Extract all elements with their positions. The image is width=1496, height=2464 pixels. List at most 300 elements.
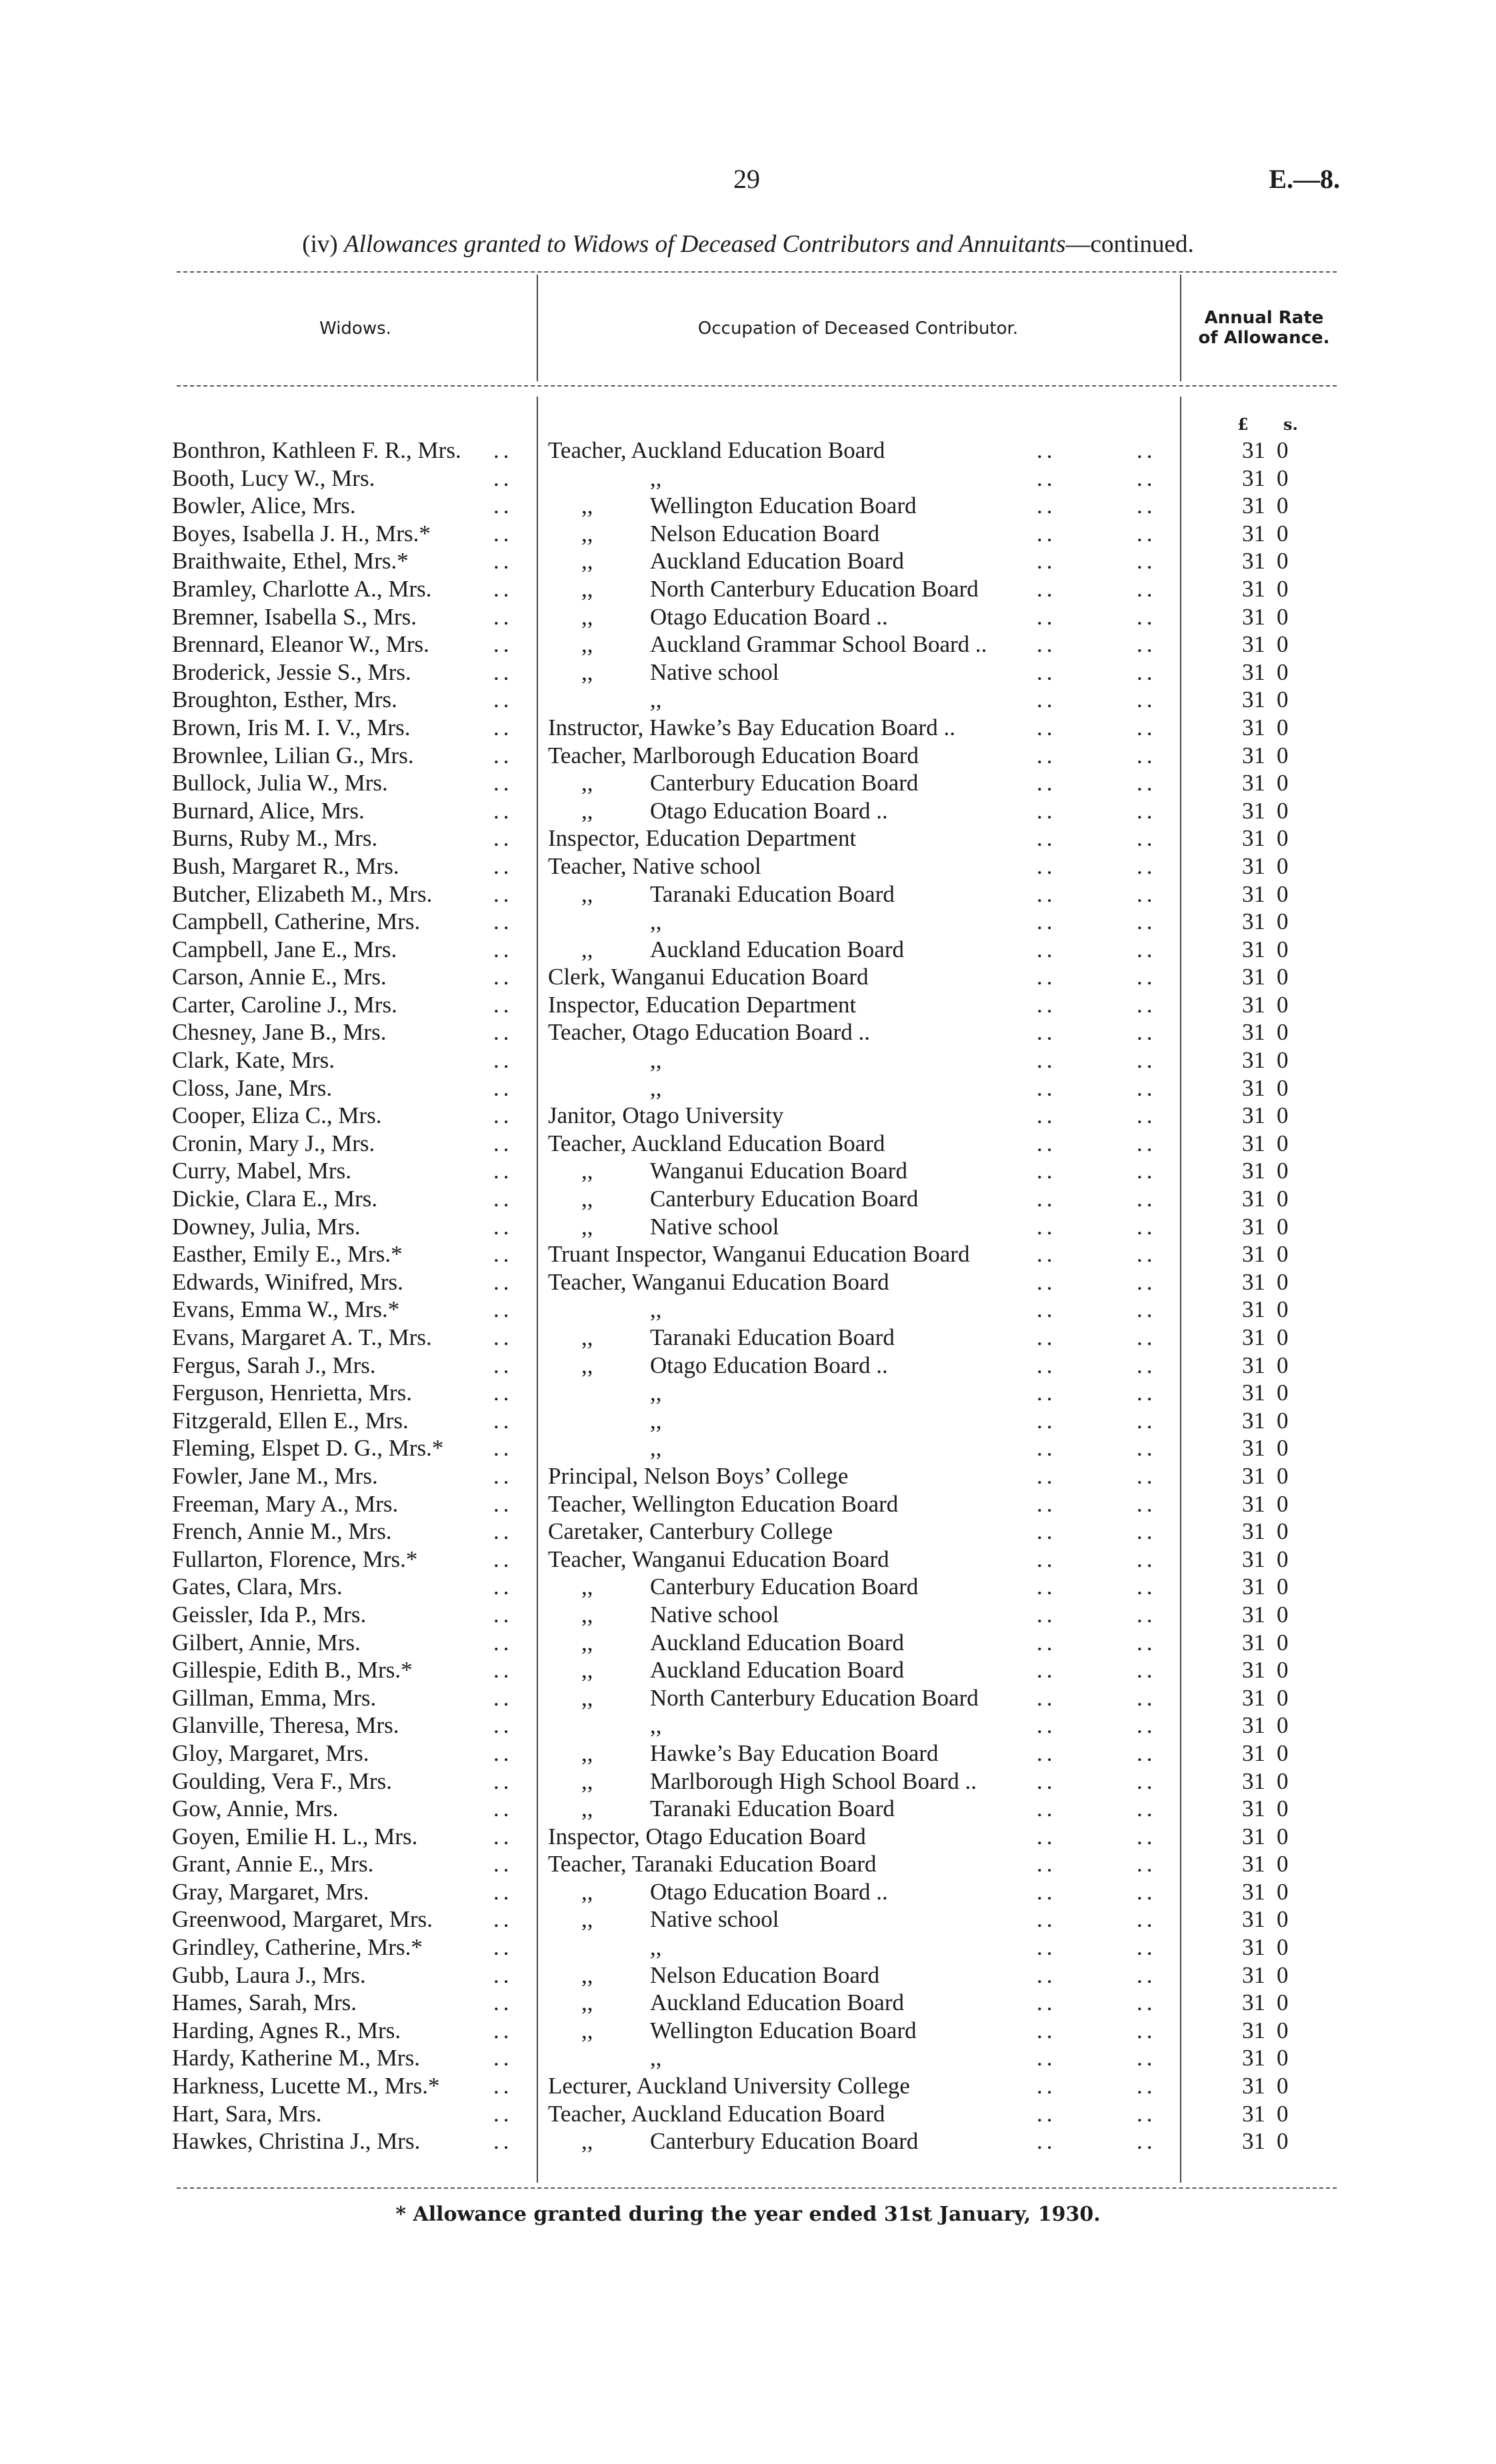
rate-shillings: 0 (1277, 2045, 1289, 2071)
name-leader: .. (493, 603, 513, 630)
occupation: Wellington Education Board (650, 2017, 917, 2043)
table-row (0, 1074, 1496, 1102)
widow-name: Cooper, Eliza C., Mrs. (172, 1102, 382, 1129)
occupation-leader: .. (1137, 1352, 1157, 1378)
occupation-leader: .. (1137, 1989, 1157, 2016)
rate-shillings: 0 (1277, 520, 1289, 547)
name-leader: .. (493, 658, 513, 685)
widow-name: Gilbert, Annie, Mrs. (172, 1629, 361, 1656)
rate-pounds: 31 (1242, 1019, 1265, 1046)
rate-pounds: 31 (1242, 493, 1265, 519)
name-leader: .. (493, 1324, 513, 1350)
occupation: North Canterbury Education Board (650, 575, 979, 602)
occupation: Teacher, Otago Education Board .. (548, 1019, 871, 1046)
ditto-mark: ,, (581, 1740, 593, 1766)
rate-pounds: 31 (1242, 1435, 1265, 1462)
column-header-rate-line1: Annual Rate (1204, 308, 1324, 328)
occupation-leader: .. (1137, 742, 1157, 768)
occupation-leader: .. (1037, 1989, 1057, 2016)
ditto-mark: ,, (581, 1629, 593, 1656)
occupation: Truant Inspector, Wanganui Education Board (548, 1241, 970, 1268)
rate-pounds: 31 (1242, 1574, 1265, 1600)
widow-name: Butcher, Elizabeth M., Mrs. (172, 880, 433, 907)
occupation: ,, (650, 465, 662, 491)
name-leader: .. (493, 1074, 513, 1101)
occupation: ,, (650, 908, 662, 935)
unit-pounds: £ (1237, 415, 1249, 434)
occupation-leader: .. (1037, 1268, 1057, 1295)
widow-name: Campbell, Catherine, Mrs. (172, 908, 421, 935)
table-row (0, 1185, 1496, 1213)
column-divider (537, 275, 538, 381)
table-row (0, 936, 1496, 964)
table-row (0, 1102, 1496, 1130)
widow-name: Goyen, Emilie H. L., Mrs. (172, 1823, 418, 1849)
occupation: Hawke’s Bay Education Board (650, 1740, 939, 1766)
occupation-leader: .. (1137, 1380, 1157, 1406)
name-leader: .. (493, 1684, 513, 1711)
occupation-leader: .. (1137, 575, 1157, 602)
occupation-leader: .. (1137, 964, 1157, 990)
rate-pounds: 31 (1242, 825, 1265, 852)
table-row (0, 1018, 1496, 1046)
occupation-leader: .. (1037, 880, 1057, 907)
name-leader: .. (493, 548, 513, 575)
occupation-leader: .. (1037, 1574, 1057, 1600)
widow-name: Fleming, Elspet D. G., Mrs.* (172, 1435, 444, 1462)
name-leader: .. (493, 465, 513, 491)
occupation: Inspector, Education Department (548, 991, 857, 1018)
occupation-leader: .. (1137, 603, 1157, 630)
widow-name: Harkness, Lucette M., Mrs.* (172, 2073, 440, 2099)
occupation-leader: .. (1037, 2017, 1057, 2043)
name-leader: .. (493, 908, 513, 935)
rate-pounds: 31 (1242, 1047, 1265, 1074)
table-row (0, 630, 1496, 658)
occupation-leader: .. (1037, 2128, 1057, 2155)
occupation: Native school (650, 1906, 779, 1933)
table-row (0, 575, 1496, 603)
caption-title: Allowances granted to Widows of Deceased Contributors and Annuitants (343, 231, 1066, 258)
rate-pounds: 31 (1242, 1712, 1265, 1739)
occupation-leader: .. (1137, 493, 1157, 519)
occupation: North Canterbury Education Board (650, 1684, 979, 1711)
rate-shillings: 0 (1277, 825, 1289, 852)
name-leader: .. (493, 1518, 513, 1545)
ditto-mark: ,, (581, 1574, 593, 1600)
table-row (0, 1878, 1496, 1906)
rate-pounds: 31 (1242, 1546, 1265, 1572)
table-row (0, 686, 1496, 714)
table-row (0, 1850, 1496, 1878)
occupation: Teacher, Auckland Education Board (548, 1130, 885, 1156)
name-leader: .. (493, 880, 513, 907)
occupation: Canterbury Education Board (650, 2128, 919, 2155)
rate-pounds: 31 (1242, 1490, 1265, 1517)
occupation-leader: .. (1137, 1241, 1157, 1268)
table-row (0, 547, 1496, 575)
occupation: ,, (650, 2045, 662, 2071)
ditto-mark: ,, (581, 1878, 593, 1905)
occupation-leader: .. (1137, 2045, 1157, 2071)
table-row (0, 714, 1496, 742)
occupation: Teacher, Wanganui Education Board (548, 1268, 889, 1295)
occupation-leader: .. (1137, 1712, 1157, 1739)
rate-shillings: 0 (1277, 1213, 1289, 1240)
occupation: Auckland Education Board (650, 1629, 905, 1656)
page-number: 29 (733, 164, 760, 194)
occupation: Otago Education Board .. (650, 1352, 888, 1378)
table-row (0, 1130, 1496, 1158)
occupation-leader: .. (1137, 1102, 1157, 1129)
rate-pounds: 31 (1242, 2017, 1265, 2043)
name-leader: .. (493, 631, 513, 658)
occupation-leader: .. (1137, 1768, 1157, 1794)
rate-pounds: 31 (1242, 658, 1265, 685)
table-row (0, 1296, 1496, 1324)
occupation: ,, (650, 1074, 662, 1101)
rate-pounds: 31 (1242, 880, 1265, 907)
ditto-mark: ,, (581, 1684, 593, 1711)
widow-name: Bush, Margaret R., Mrs. (172, 852, 399, 879)
occupation-leader: .. (1137, 1629, 1157, 1656)
occupation-leader: .. (1137, 465, 1157, 491)
rate-pounds: 31 (1242, 1462, 1265, 1489)
occupation: Lecturer, Auckland University College (548, 2073, 910, 2099)
widow-name: Grant, Annie E., Mrs. (172, 1851, 374, 1877)
rate-pounds: 31 (1242, 1158, 1265, 1184)
occupation: Native school (650, 1601, 779, 1628)
ditto-mark: ,, (581, 1768, 593, 1794)
table-row (0, 2127, 1496, 2155)
rate-shillings: 0 (1277, 1324, 1289, 1350)
widow-name: Gray, Margaret, Mrs. (172, 1878, 369, 1905)
header-top-rule (177, 271, 1337, 273)
occupation-leader: .. (1137, 1851, 1157, 1877)
name-leader: .. (493, 1961, 513, 1988)
rate-shillings: 0 (1277, 658, 1289, 685)
occupation-leader: .. (1137, 1546, 1157, 1572)
widow-name: Fitzgerald, Ellen E., Mrs. (172, 1407, 409, 1434)
occupation-leader: .. (1137, 1796, 1157, 1822)
occupation: Principal, Nelson Boys’ College (548, 1462, 849, 1489)
rate-pounds: 31 (1242, 908, 1265, 935)
ditto-mark: ,, (581, 1601, 593, 1628)
name-leader: .. (493, 852, 513, 879)
rate-shillings: 0 (1277, 1796, 1289, 1822)
occupation: Canterbury Education Board (650, 770, 919, 796)
rate-pounds: 31 (1242, 1241, 1265, 1268)
rate-shillings: 0 (1277, 936, 1289, 962)
occupation: Nelson Education Board (650, 1961, 880, 1988)
widow-name: Dickie, Clara E., Mrs. (172, 1186, 378, 1212)
table-row (0, 1352, 1496, 1380)
name-leader: .. (493, 1435, 513, 1462)
name-leader: .. (493, 1186, 513, 1212)
widow-name: Broderick, Jessie S., Mrs. (172, 658, 411, 685)
rate-pounds: 31 (1242, 2100, 1265, 2127)
occupation-leader: .. (1137, 437, 1157, 463)
caption-prefix: (iv) (302, 231, 338, 258)
occupation-leader: .. (1037, 1934, 1057, 1961)
occupation-leader: .. (1037, 1906, 1057, 1933)
ditto-mark: ,, (581, 770, 593, 796)
ditto-mark: ,, (581, 575, 593, 602)
occupation-leader: .. (1137, 1740, 1157, 1766)
rate-pounds: 31 (1242, 686, 1265, 713)
rate-pounds: 31 (1242, 964, 1265, 990)
table-row (0, 1240, 1496, 1268)
widow-name: Chesney, Jane B., Mrs. (172, 1019, 387, 1046)
occupation-leader: .. (1137, 1574, 1157, 1600)
name-leader: .. (493, 1906, 513, 1933)
name-leader: .. (493, 1796, 513, 1822)
table-row (0, 908, 1496, 936)
table-row (0, 1933, 1496, 1961)
table-row (0, 1740, 1496, 1768)
rate-pounds: 31 (1242, 2045, 1265, 2071)
occupation-leader: .. (1137, 2017, 1157, 2043)
widow-name: Hames, Sarah, Mrs. (172, 1989, 357, 2016)
table-row (0, 1795, 1496, 1823)
table-row (0, 991, 1496, 1019)
name-leader: .. (493, 575, 513, 602)
occupation-leader: .. (1137, 1268, 1157, 1295)
table-row (0, 658, 1496, 686)
caption-suffix: —continued. (1065, 231, 1194, 258)
widow-name: Broughton, Esther, Mrs. (172, 686, 397, 713)
rate-pounds: 31 (1242, 2128, 1265, 2155)
occupation: ,, (650, 1047, 662, 1074)
occupation: ,, (650, 1296, 662, 1323)
name-leader: .. (493, 991, 513, 1018)
table-row (0, 1157, 1496, 1185)
occupation-leader: .. (1137, 880, 1157, 907)
table-row (0, 880, 1496, 908)
occupation-leader: .. (1037, 658, 1057, 685)
occupation-leader: .. (1137, 1823, 1157, 1849)
name-leader: .. (493, 2045, 513, 2071)
table-row (0, 1601, 1496, 1629)
occupation: ,, (650, 686, 662, 713)
rate-pounds: 31 (1242, 1213, 1265, 1240)
widow-name: Booth, Lucy W., Mrs. (172, 465, 375, 491)
name-leader: .. (493, 1019, 513, 1046)
rate-pounds: 31 (1242, 1102, 1265, 1129)
occupation-leader: .. (1037, 1768, 1057, 1794)
table-row (0, 2100, 1496, 2128)
widow-name: Grindley, Catherine, Mrs.* (172, 1934, 423, 1961)
table-row (0, 769, 1496, 797)
ditto-mark: ,, (581, 880, 593, 907)
rate-pounds: 31 (1242, 1130, 1265, 1156)
occupation-leader: .. (1037, 1851, 1057, 1877)
table-row (0, 1213, 1496, 1241)
ditto-mark: ,, (581, 797, 593, 824)
occupation-leader: .. (1137, 1130, 1157, 1156)
occupation-leader: .. (1037, 603, 1057, 630)
table-row (0, 1989, 1496, 2017)
name-leader: .. (493, 1574, 513, 1600)
occupation-leader: .. (1037, 2100, 1057, 2127)
rate-shillings: 0 (1277, 1768, 1289, 1794)
rate-shillings: 0 (1277, 2017, 1289, 2043)
widow-name: Easther, Emily E., Mrs.* (172, 1241, 403, 1268)
table-row (0, 963, 1496, 991)
widow-name: Brown, Iris M. I. V., Mrs. (172, 714, 411, 740)
rate-shillings: 0 (1277, 1629, 1289, 1656)
rate-shillings: 0 (1277, 1961, 1289, 1988)
ditto-mark: ,, (581, 1158, 593, 1184)
rate-pounds: 31 (1242, 1186, 1265, 1212)
occupation-leader: .. (1137, 1684, 1157, 1711)
rate-shillings: 0 (1277, 1934, 1289, 1961)
rate-pounds: 31 (1242, 1906, 1265, 1933)
widow-name: Fullarton, Florence, Mrs.* (172, 1546, 418, 1572)
rate-shillings: 0 (1277, 1740, 1289, 1766)
rate-shillings: 0 (1277, 770, 1289, 796)
rate-pounds: 31 (1242, 465, 1265, 491)
table-row (0, 1546, 1496, 1574)
widow-name: Burns, Ruby M., Mrs. (172, 825, 378, 852)
occupation-leader: .. (1037, 770, 1057, 796)
table-row (0, 797, 1496, 825)
table-row (0, 465, 1496, 493)
widow-name: Gubb, Laura J., Mrs. (172, 1961, 366, 1988)
rate-pounds: 31 (1242, 1851, 1265, 1877)
occupation: Auckland Education Board (650, 1657, 905, 1684)
table-row (0, 2072, 1496, 2100)
widow-name: Clark, Kate, Mrs. (172, 1047, 335, 1074)
rate-pounds: 31 (1242, 1796, 1265, 1822)
rate-shillings: 0 (1277, 1878, 1289, 1905)
name-leader: .. (493, 2100, 513, 2127)
occupation-leader: .. (1037, 465, 1057, 491)
occupation-leader: .. (1037, 964, 1057, 990)
table-row (0, 1656, 1496, 1684)
table-row (0, 1462, 1496, 1490)
table-row (0, 1712, 1496, 1740)
occupation-leader: .. (1037, 1241, 1057, 1268)
occupation-leader: .. (1037, 2045, 1057, 2071)
rate-shillings: 0 (1277, 1684, 1289, 1711)
table-row (0, 742, 1496, 770)
occupation: Instructor, Hawke’s Bay Education Board .. (548, 714, 955, 740)
table-row (0, 492, 1496, 520)
rate-shillings: 0 (1277, 686, 1289, 713)
name-leader: .. (493, 1352, 513, 1378)
occupation-leader: .. (1037, 520, 1057, 547)
occupation-leader: .. (1037, 1462, 1057, 1489)
rate-shillings: 0 (1277, 437, 1289, 463)
ditto-mark: ,, (581, 1352, 593, 1378)
name-leader: .. (493, 1130, 513, 1156)
occupation-leader: .. (1037, 1074, 1057, 1101)
occupation-leader: .. (1137, 631, 1157, 658)
occupation-leader: .. (1137, 852, 1157, 879)
occupation: Otago Education Board .. (650, 603, 888, 630)
ditto-mark: ,, (581, 631, 593, 658)
widow-name: Brennard, Eleanor W., Mrs. (172, 631, 429, 658)
occupation-leader: .. (1137, 1601, 1157, 1628)
name-leader: .. (493, 1878, 513, 1905)
rate-shillings: 0 (1277, 548, 1289, 575)
occupation: Wellington Education Board (650, 493, 917, 519)
column-header-rate-line2: of Allowance. (1198, 328, 1330, 348)
occupation: Canterbury Education Board (650, 1574, 919, 1600)
occupation-leader: .. (1137, 1324, 1157, 1350)
name-leader: .. (493, 1268, 513, 1295)
rate-shillings: 0 (1277, 2073, 1289, 2099)
occupation: Native school (650, 1213, 779, 1240)
occupation-leader: .. (1037, 1657, 1057, 1684)
widow-name: Gow, Annie, Mrs. (172, 1796, 339, 1822)
table-row (0, 1407, 1496, 1435)
rate-pounds: 31 (1242, 437, 1265, 463)
table-caption (80, 230, 1416, 259)
table-row (0, 1434, 1496, 1462)
rate-shillings: 0 (1277, 742, 1289, 768)
occupation-leader: .. (1037, 742, 1057, 768)
occupation-leader: .. (1137, 797, 1157, 824)
rate-shillings: 0 (1277, 1296, 1289, 1323)
occupation-leader: .. (1137, 825, 1157, 852)
occupation: Caretaker, Canterbury College (548, 1518, 833, 1545)
ditto-mark: ,, (581, 2128, 593, 2155)
occupation-leader: .. (1137, 686, 1157, 713)
rate-pounds: 31 (1242, 936, 1265, 962)
table-row (0, 824, 1496, 852)
widow-name: French, Annie M., Mrs. (172, 1518, 392, 1545)
ditto-mark: ,, (581, 1796, 593, 1822)
occupation: Teacher, Wellington Education Board (548, 1490, 899, 1517)
rate-shillings: 0 (1277, 465, 1289, 491)
rate-pounds: 31 (1242, 1629, 1265, 1656)
rate-shillings: 0 (1277, 1712, 1289, 1739)
rate-shillings: 0 (1277, 1241, 1289, 1268)
table-row (0, 1046, 1496, 1074)
rate-shillings: 0 (1277, 1657, 1289, 1684)
occupation-leader: .. (1037, 1213, 1057, 1240)
ditto-mark: ,, (581, 1989, 593, 2016)
widow-name: Closs, Jane, Mrs. (172, 1074, 333, 1101)
widow-name: Hardy, Katherine M., Mrs. (172, 2045, 420, 2071)
rate-shillings: 0 (1277, 1823, 1289, 1849)
name-leader: .. (493, 1296, 513, 1323)
ditto-mark: ,, (581, 1324, 593, 1350)
occupation-leader: .. (1137, 1019, 1157, 1046)
occupation-leader: .. (1137, 2073, 1157, 2099)
name-leader: .. (493, 1712, 513, 1739)
rate-shillings: 0 (1277, 1462, 1289, 1489)
occupation-leader: .. (1037, 1961, 1057, 1988)
widow-name: Harding, Agnes R., Mrs. (172, 2017, 401, 2043)
occupation-leader: .. (1037, 908, 1057, 935)
occupation-leader: .. (1037, 1823, 1057, 1849)
occupation: Nelson Education Board (650, 520, 880, 547)
rate-shillings: 0 (1277, 1906, 1289, 1933)
occupation-leader: .. (1037, 493, 1057, 519)
occupation-leader: .. (1137, 2100, 1157, 2127)
name-leader: .. (493, 2073, 513, 2099)
occupation-leader: .. (1137, 1407, 1157, 1434)
table-row (0, 520, 1496, 548)
table-row (0, 1268, 1496, 1296)
occupation-leader: .. (1037, 575, 1057, 602)
occupation: Auckland Grammar School Board .. (650, 631, 987, 658)
occupation-leader: .. (1037, 797, 1057, 824)
name-leader: .. (493, 437, 513, 463)
